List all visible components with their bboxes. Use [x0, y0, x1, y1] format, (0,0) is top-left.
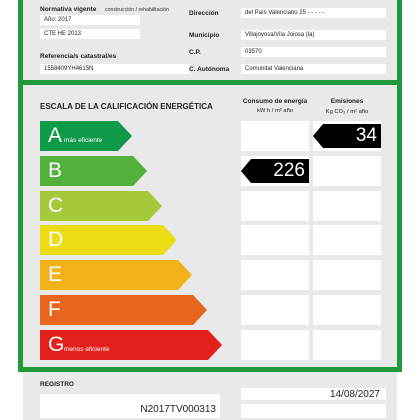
energy-scale-section: [23, 85, 397, 367]
cte-field: CTE HE 2013: [40, 29, 140, 39]
direccion-value: del País Valenciano 25 - - - - -: [241, 8, 386, 18]
emisiones-cell-d: [313, 225, 381, 255]
normativa-label: Normativa vigente: [40, 6, 97, 13]
registro-number-box: [40, 394, 220, 418]
consumo-pointer-value: 226: [273, 159, 305, 181]
class-arrow-shape-e: [40, 260, 192, 290]
consumo-cell-e: [241, 260, 309, 290]
registro-title: REGISTRO: [40, 381, 74, 388]
class-arrow-shape-f: [40, 295, 207, 325]
consumo-cell-f: [241, 295, 309, 325]
class-letter: F: [48, 298, 61, 321]
class-letter: A: [48, 124, 63, 147]
emisiones-cell-g: [313, 330, 381, 360]
emisiones-pointer-value: 34: [355, 125, 377, 146]
consumo-cell-g: [241, 330, 309, 360]
cp-label: C.P.: [189, 49, 201, 56]
referencia-label: Referencia/s catastral/es: [40, 53, 117, 60]
municipio-value: Villajoyosa/Vila Joiosa (la): [241, 30, 386, 40]
class-arrow-c: [40, 191, 162, 221]
class-letter: D: [48, 228, 64, 252]
class-tag: menos eficiente: [64, 345, 110, 353]
consumo-unit: kW h / m² año: [256, 108, 294, 114]
class-arrow-f: [40, 295, 207, 325]
registro-date: 14/08/2027: [329, 389, 380, 400]
class-letter: B: [48, 158, 63, 182]
autonoma-value: Comunitat Valenciana: [241, 64, 386, 74]
consumo-pointer: [241, 159, 309, 183]
registro-section: [23, 372, 397, 420]
emisiones-header: Emisiones: [330, 98, 364, 105]
class-arrow-a: [40, 121, 132, 151]
consumo-cell-a: [241, 121, 309, 151]
cp-value: 03570: [241, 47, 386, 57]
class-tag: más eficiente: [64, 137, 103, 144]
class-arrow-b: [40, 156, 147, 186]
left-border: [18, 0, 23, 372]
class-arrow-shape-g: [40, 330, 222, 360]
class-arrow-g: [40, 330, 222, 360]
class-arrow-d: [40, 225, 177, 255]
property-info-section: [23, 0, 397, 80]
emisiones-cell-c: [313, 191, 381, 221]
registro-date-box: [241, 388, 386, 400]
emisiones-unit: Kg CO₂ / m² año: [325, 109, 369, 115]
class-arrow-e: [40, 260, 192, 290]
class-letter: E: [48, 263, 63, 287]
direccion-label: Dirección: [189, 10, 219, 17]
emisiones-cell-f: [313, 295, 381, 325]
emisiones-cell-e: [313, 260, 381, 290]
autonoma-label: C. Autónoma: [189, 66, 230, 73]
normativa-sub: construcción / rehabilitación: [105, 7, 170, 13]
municipio-label: Municipio: [189, 32, 220, 39]
divider-top: [18, 80, 402, 85]
scale-title: ESCALA DE LA CALIFICACIÓN ENERGÉTICA: [40, 102, 213, 111]
year-field: Año: 2017: [40, 15, 140, 25]
consumo-cell-c: [241, 191, 309, 221]
class-letter: G: [48, 332, 65, 356]
emisiones-pointer: [313, 124, 381, 148]
registro-number: N2017TV000313: [140, 404, 216, 415]
consumo-header: Consumo de energía: [242, 98, 308, 105]
referencia-value: 1558409YH4615N: [40, 64, 190, 74]
emisiones-cell-b: [313, 156, 381, 186]
consumo-cell-d: [241, 225, 309, 255]
class-letter: C: [48, 193, 64, 217]
right-border: [397, 0, 402, 372]
registro-validity-box: [241, 404, 386, 418]
